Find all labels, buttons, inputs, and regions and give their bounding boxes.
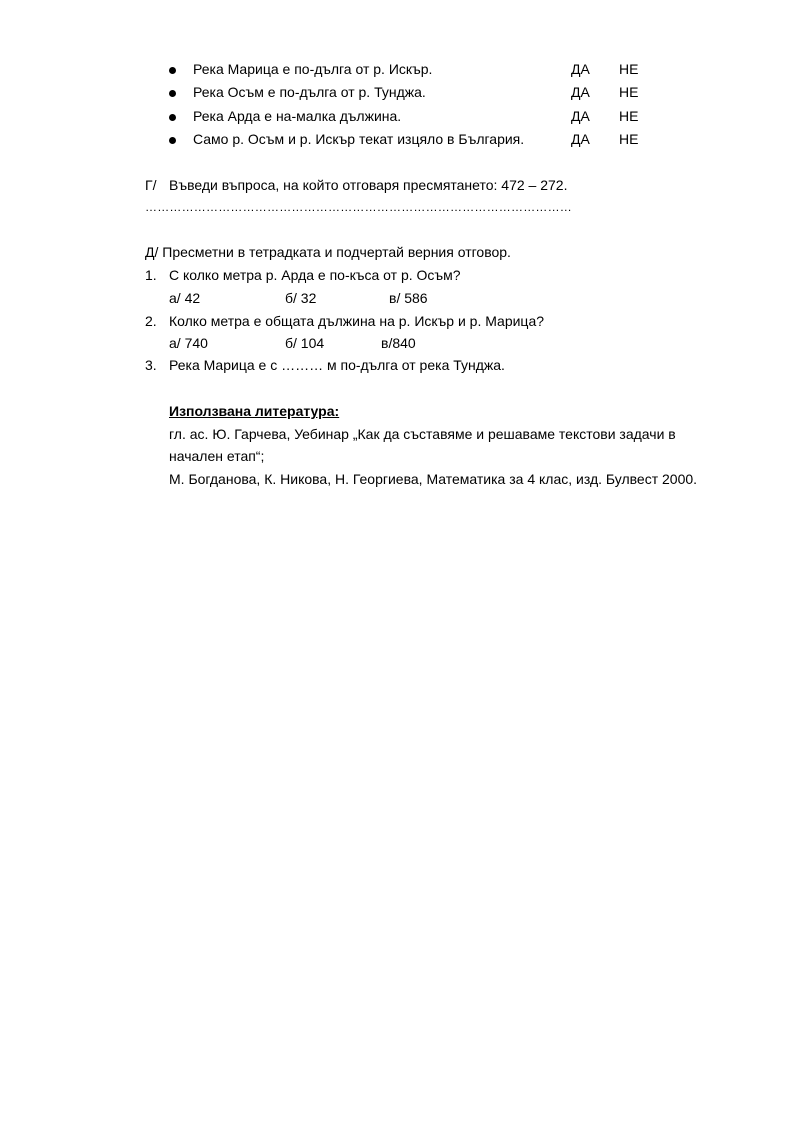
statement-text: Река Марица е по-дълга от р. Искър.	[193, 61, 433, 77]
statement-text: Само р. Осъм и р. Искър текат изцяло в България.	[193, 131, 525, 147]
true-false-item	[0, 131, 800, 151]
bullet-icon	[169, 67, 176, 74]
bullet-icon	[169, 137, 176, 144]
yes-option: ДА	[571, 108, 590, 124]
question-number: 1.	[145, 267, 157, 283]
reference-line: начален етап“;	[169, 448, 265, 464]
question-number: 3.	[145, 357, 157, 373]
bullet-icon	[169, 114, 176, 121]
section-g-text: Въведи въпроса, на който отговаря пресмятането: 472 – 272.	[169, 177, 568, 193]
answer-option: б/ 32	[285, 290, 317, 306]
references-title: Използвана литература:	[169, 403, 340, 419]
yes-option: ДА	[571, 131, 590, 147]
reference-line: М. Богданова, К. Никова, Н. Георгиева, Математика за 4 клас, изд. Булвест 2000.	[169, 471, 698, 487]
true-false-item	[0, 108, 800, 128]
answer-option: а/ 42	[169, 290, 201, 306]
section-g-label: Г/	[145, 177, 157, 193]
true-false-item	[0, 84, 800, 104]
no-option: НЕ	[619, 131, 639, 147]
yes-option: ДА	[571, 84, 590, 100]
section-d-intro: Д/ Пресметни в тетрадката и подчертай верния отговор.	[145, 244, 511, 260]
question-text: Колко метра е общата дължина на р. Искър и р. Марица?	[169, 313, 545, 329]
answer-option: а/ 740	[169, 335, 208, 351]
answer-option: б/ 104	[285, 335, 325, 351]
answer-line: ……………………………………………………………………………………………	[145, 200, 572, 214]
no-option: НЕ	[619, 108, 639, 124]
true-false-item	[0, 61, 800, 81]
no-option: НЕ	[619, 61, 639, 77]
no-option: НЕ	[619, 84, 639, 100]
statement-text: Река Осъм е по-дълга от р. Тунджа.	[193, 84, 426, 100]
answer-option: в/ 586	[389, 290, 428, 306]
question-text: Река Марица е с ……… м по-дълга от река Тунджа.	[169, 357, 505, 373]
question-text: С колко метра р. Арда е по-къса от р. Осъм?	[169, 267, 461, 283]
reference-line: гл. ас. Ю. Гарчева, Уебинар „Как да съставяме и решаваме текстови задачи в	[169, 426, 676, 442]
question-number: 2.	[145, 313, 157, 329]
yes-option: ДА	[571, 61, 590, 77]
bullet-icon	[169, 90, 176, 97]
statement-text: Река Арда е на-малка дължина.	[193, 108, 402, 124]
answer-option: в/840	[381, 335, 416, 351]
